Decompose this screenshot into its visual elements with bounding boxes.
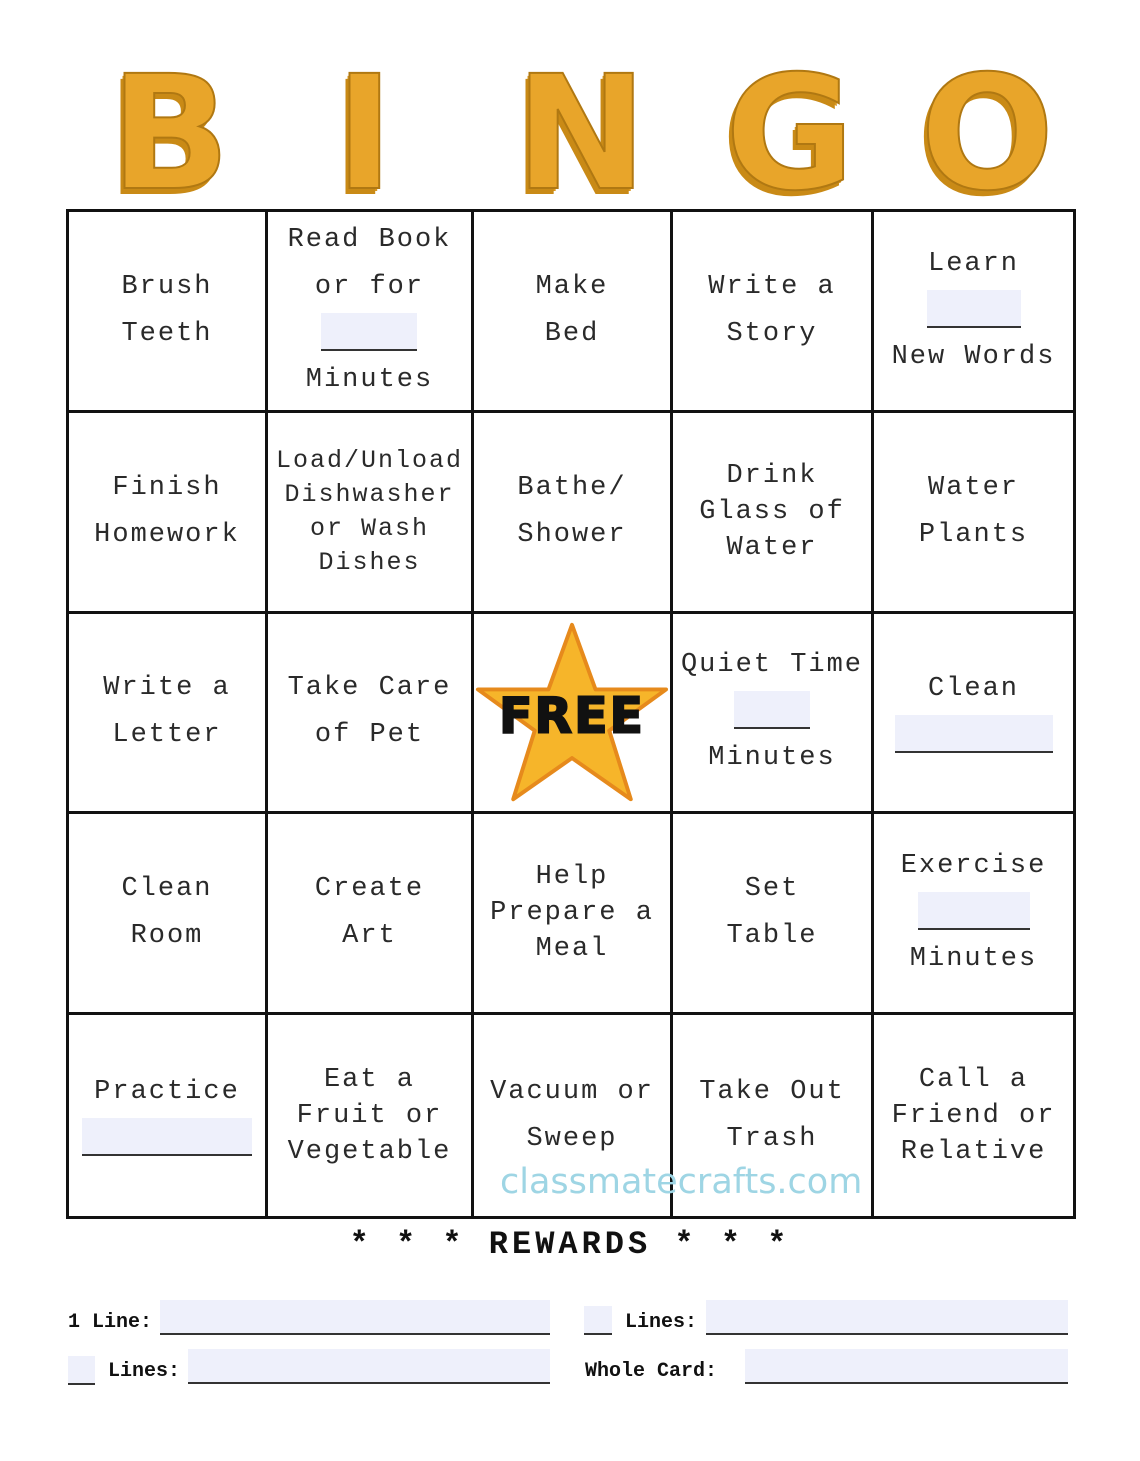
bingo-cell-free[interactable] bbox=[474, 614, 673, 815]
cell-text: Prepare a bbox=[490, 898, 654, 929]
cell-text: Help bbox=[535, 862, 609, 893]
cell-text: Take Care bbox=[287, 673, 452, 704]
title-letter-n: N bbox=[515, 42, 648, 226]
fill-in-blank-field[interactable] bbox=[82, 1118, 252, 1156]
cell-text: Learn bbox=[928, 248, 1020, 279]
lines-count-field-right[interactable] bbox=[584, 1306, 612, 1335]
fill-in-blank-field[interactable] bbox=[918, 892, 1030, 930]
cell-text: Write a bbox=[103, 673, 231, 704]
cell-text: Art bbox=[342, 921, 397, 952]
cell-text: Minutes bbox=[708, 743, 836, 774]
cell-text: Relative bbox=[900, 1136, 1047, 1167]
cell-text: Fruit or bbox=[296, 1100, 443, 1131]
cell-text: Friend or bbox=[891, 1100, 1056, 1131]
lines-label-left: Lines: bbox=[108, 1360, 181, 1383]
cell-text: Brush bbox=[121, 271, 213, 302]
cell-text: Homework bbox=[94, 519, 240, 550]
cell-text: Vegetable bbox=[287, 1136, 452, 1167]
cell-text: Exercise bbox=[900, 851, 1047, 882]
cell-text: Letter bbox=[112, 720, 222, 751]
lines-label-right: Lines: bbox=[625, 1311, 698, 1334]
bingo-cell[interactable] bbox=[268, 614, 474, 815]
cell-text: Call a bbox=[918, 1064, 1029, 1095]
bingo-cell[interactable] bbox=[69, 212, 268, 413]
bingo-cell[interactable] bbox=[474, 814, 673, 1015]
bingo-cell[interactable] bbox=[268, 413, 474, 614]
fill-in-blank-field[interactable] bbox=[734, 691, 810, 729]
bingo-title bbox=[60, 42, 1080, 226]
bingo-cell[interactable] bbox=[268, 212, 474, 413]
bingo-cell[interactable] bbox=[673, 814, 874, 1015]
bingo-cell[interactable] bbox=[474, 413, 673, 614]
bingo-cell[interactable] bbox=[874, 413, 1073, 614]
cell-text: Meal bbox=[535, 934, 609, 965]
cell-text: Eat a bbox=[323, 1064, 415, 1095]
bingo-cell[interactable] bbox=[673, 413, 874, 614]
free-label: FREE bbox=[499, 688, 645, 746]
bingo-cell[interactable] bbox=[268, 1015, 474, 1216]
cell-text: Sweep bbox=[526, 1123, 618, 1154]
cell-text: Drink bbox=[726, 460, 818, 491]
bingo-cell[interactable] bbox=[69, 1015, 268, 1216]
cell-text: Finish bbox=[112, 472, 222, 503]
whole-card-reward-field[interactable] bbox=[745, 1349, 1068, 1384]
title-letter-b: B bbox=[110, 42, 231, 226]
cell-text: Minutes bbox=[305, 365, 434, 396]
cell-text: Bathe/ bbox=[517, 472, 627, 503]
bingo-cell[interactable] bbox=[673, 614, 874, 815]
cell-text: of Pet bbox=[314, 720, 425, 751]
cell-text: Practice bbox=[94, 1077, 240, 1108]
cell-text: Water bbox=[928, 472, 1020, 503]
cell-text: Table bbox=[726, 921, 818, 952]
free-star-icon bbox=[474, 614, 670, 812]
bingo-cell[interactable] bbox=[874, 814, 1073, 1015]
cell-text: Story bbox=[726, 318, 818, 349]
bingo-cell[interactable] bbox=[874, 1015, 1073, 1216]
cell-text: Bed bbox=[544, 318, 600, 349]
cell-text: Read Book bbox=[287, 225, 452, 256]
cell-text: Clean bbox=[928, 673, 1020, 704]
cell-text: Write a bbox=[708, 271, 836, 302]
cell-text: Load/Unload bbox=[275, 445, 463, 475]
lines-count-field-left[interactable] bbox=[68, 1356, 95, 1385]
cell-text: Dishwasher bbox=[284, 479, 455, 509]
whole-card-label: Whole Card: bbox=[585, 1360, 718, 1383]
bingo-cell[interactable] bbox=[69, 814, 268, 1015]
cell-text: Shower bbox=[517, 519, 627, 550]
cell-text: Glass of bbox=[699, 496, 845, 527]
title-letter-g: G bbox=[725, 42, 855, 226]
cell-text: or for bbox=[314, 272, 425, 303]
one-line-reward-field[interactable] bbox=[160, 1300, 550, 1335]
lines-reward-field-left[interactable] bbox=[188, 1349, 550, 1384]
bingo-cell[interactable] bbox=[69, 413, 268, 614]
cell-text: or Wash bbox=[309, 513, 429, 543]
rewards-heading: * * * REWARDS * * * bbox=[349, 1226, 791, 1263]
bingo-grid bbox=[66, 209, 1076, 1219]
bingo-cell[interactable] bbox=[673, 212, 874, 413]
title-letter-o: O bbox=[920, 42, 1055, 226]
lines-reward-field-right[interactable] bbox=[706, 1300, 1068, 1335]
cell-text: Set bbox=[744, 874, 800, 905]
cell-text: Create bbox=[314, 874, 425, 905]
bingo-cell[interactable] bbox=[69, 614, 268, 815]
bingo-cell[interactable] bbox=[874, 614, 1073, 815]
watermark: classmatecrafts.com bbox=[500, 1162, 863, 1202]
cell-text: Teeth bbox=[121, 318, 213, 349]
fill-in-blank-field[interactable] bbox=[321, 313, 417, 351]
fill-in-blank-field[interactable] bbox=[895, 715, 1053, 753]
cell-text: Clean bbox=[121, 874, 213, 905]
cell-text: Minutes bbox=[909, 944, 1038, 975]
cell-text: Quiet Time bbox=[680, 650, 864, 681]
one-line-label: 1 Line: bbox=[68, 1311, 153, 1334]
fill-in-blank-field[interactable] bbox=[927, 290, 1021, 328]
cell-text: Plants bbox=[918, 519, 1029, 550]
bingo-cell[interactable] bbox=[474, 212, 673, 413]
cell-text: Water bbox=[726, 532, 818, 563]
bingo-cell[interactable] bbox=[874, 212, 1073, 413]
cell-text: Take Out bbox=[699, 1076, 845, 1107]
cell-text: Room bbox=[130, 921, 204, 952]
cell-text: Dishes bbox=[318, 547, 421, 577]
cell-text: Vacuum or bbox=[490, 1076, 654, 1107]
cell-text: Make bbox=[535, 271, 609, 302]
cell-text: New Words bbox=[891, 341, 1056, 372]
cell-text: Trash bbox=[726, 1123, 818, 1154]
title-letter-i: I bbox=[335, 42, 394, 226]
bingo-cell[interactable] bbox=[268, 814, 474, 1015]
